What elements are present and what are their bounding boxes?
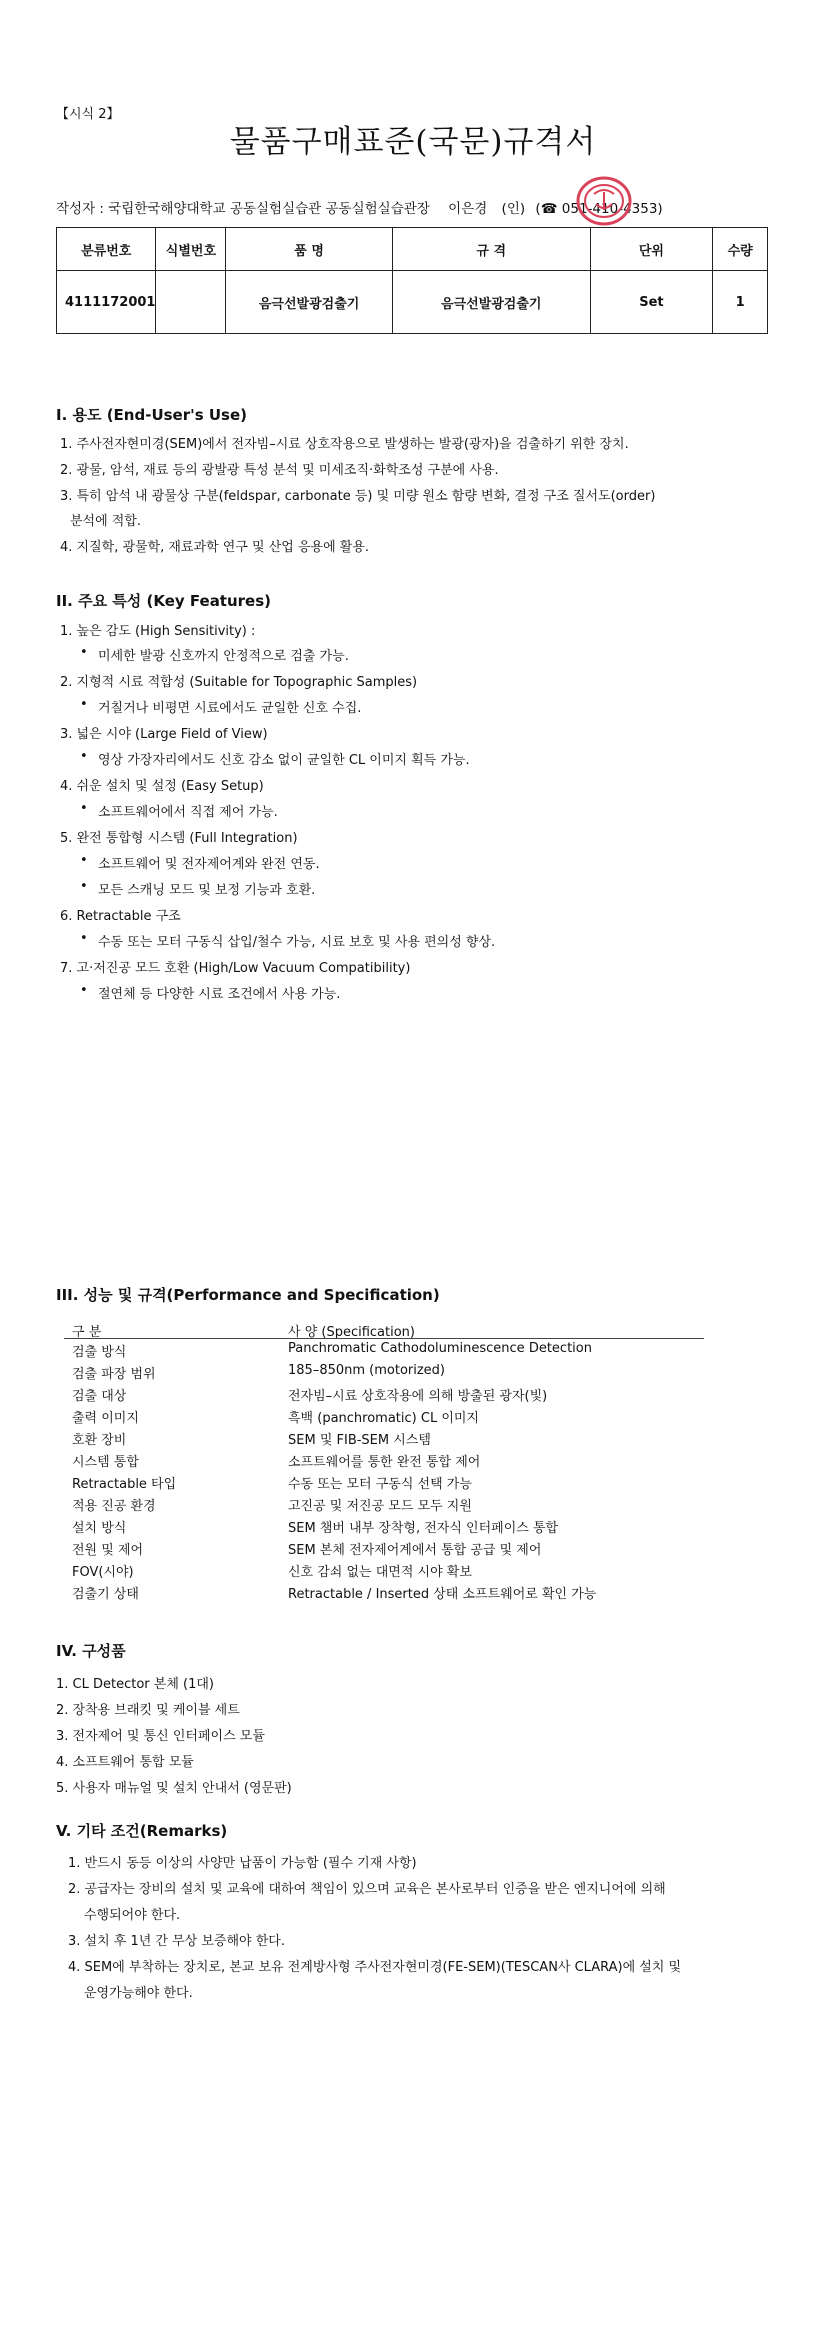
feature-3-detail: • 영상 가장자리에서도 신호 감소 없이 균일한 CL 이미지 획득 가능.	[98, 749, 470, 768]
document-title: 물품구매표준(국문)규격서	[229, 124, 597, 160]
cell-product-name: 음극선발광검출기	[226, 271, 393, 334]
spec-row-label: 시스템 통합	[72, 1455, 139, 1470]
cell-unit: Set	[590, 271, 713, 334]
feature-5-detail-1: • 소프트웨어 및 전자제어계와 완전 연동.	[98, 853, 320, 872]
header-product-name: 품 명	[226, 228, 393, 271]
section2-heading: II. 주요 특성 (Key Features)	[56, 592, 272, 610]
feature-4: 4. 쉬운 설치 및 설정 (Easy Setup)	[60, 779, 264, 794]
component-2: 2. 장착용 브래킷 및 케이블 세트	[56, 1703, 240, 1718]
feature-5: 5. 완전 통합형 시스템 (Full Integration)	[60, 831, 298, 846]
spec-row-value: 흑백 (panchromatic) CL 이미지	[288, 1411, 479, 1426]
feature-4-detail: • 소프트웨어에서 직접 제어 가능.	[98, 801, 278, 820]
feature-1: 1. 높은 감도 (High Sensitivity) :	[60, 624, 256, 639]
product-table	[56, 227, 768, 334]
seal-text: (인)	[501, 201, 526, 217]
spec-row-label: 전원 및 제어	[72, 1543, 144, 1558]
header-specification: 규 격	[392, 228, 590, 271]
header-identification-no: 식별번호	[156, 228, 226, 271]
remark-3: 3. 설치 후 1년 간 무상 보증해야 한다.	[68, 1934, 285, 1949]
spec-row-value: 소프트웨어를 통한 완전 통합 제어	[288, 1455, 481, 1470]
header-quantity: 수량	[713, 228, 768, 271]
section1-item-1: 1. 주사전자현미경(SEM)에서 전자빔–시료 상호작용으로 발생하는 발광(광자)을 검출하기 위한 장치.	[60, 437, 629, 452]
spec-row-value: 신호 감쇠 없는 대면적 시야 확보	[288, 1565, 472, 1580]
spec-row-value: 고진공 및 저진공 모드 모두 지원	[288, 1499, 472, 1514]
feature-6-detail: • 수동 또는 모터 구동식 삽입/철수 가능, 시료 보호 및 사용 편의성 향상.	[98, 931, 495, 950]
spec-row-label: 검출 방식	[72, 1345, 127, 1360]
section1-heading: I. 용도 (End-User's Use)	[56, 406, 248, 424]
remark-2-cont: 수행되어야 한다.	[84, 1908, 181, 1923]
spec-row-value: 185–850nm (motorized)	[288, 1363, 446, 1378]
spec-row-value: SEM 챔버 내부 장착형, 전자식 인터페이스 통합	[288, 1521, 559, 1536]
spec-divider	[64, 1338, 704, 1339]
feature-2-detail: • 거칠거나 비평면 시료에서도 균일한 신호 수집.	[98, 697, 361, 716]
author-name: 이은경	[448, 201, 488, 217]
table-header-row	[57, 228, 768, 271]
table-row	[57, 271, 768, 334]
author-label: 작성자 : 국립한국해양대학교 공동실험실습관 공동실험실습관장	[56, 201, 430, 217]
spec-column-specification: 사 양 (Specification)	[288, 1325, 415, 1340]
form-number-tag: 【시식 2】	[56, 107, 120, 122]
feature-2: 2. 지형적 시료 적합성 (Suitable for Topographic Samples)	[60, 675, 418, 690]
component-4: 4. 소프트웨어 통합 모듈	[56, 1755, 194, 1770]
spec-row-value: 전자빔–시료 상호작용에 의해 방출된 광자(빛)	[288, 1389, 548, 1404]
spec-row-label: 설치 방식	[72, 1521, 127, 1536]
spec-row-label: 호환 장비	[72, 1433, 127, 1448]
spec-row-label: Retractable 타입	[72, 1477, 177, 1492]
section1-item-2: 2. 광물, 암석, 재료 등의 광발광 특성 분석 및 미세조직·화학조성 구분에 사용.	[60, 463, 499, 478]
spec-row-label: 검출 대상	[72, 1389, 127, 1404]
section3-heading: III. 성능 및 규격(Performance and Specification)	[56, 1286, 440, 1304]
feature-3: 3. 넓은 시야 (Large Field of View)	[60, 727, 268, 742]
spec-row-value: Panchromatic Cathodoluminescence Detection	[288, 1341, 592, 1356]
section5-heading: V. 기타 조건(Remarks)	[56, 1822, 228, 1840]
feature-7: 7. 고·저진공 모드 호환 (High/Low Vacuum Compatibility)	[60, 961, 411, 976]
section1-item-4: 4. 지질학, 광물학, 재료과학 연구 및 산업 응용에 활용.	[60, 540, 370, 555]
feature-5-detail-2: • 모든 스캐닝 모드 및 보정 기능과 호환.	[98, 879, 315, 898]
remark-2: 2. 공급자는 장비의 설치 및 교육에 대하여 책임이 있으며 교육은 본사로부터 인증을 받은 엔지니어에 의해	[68, 1882, 666, 1897]
spec-row-value: 수동 또는 모터 구동식 선택 가능	[288, 1477, 472, 1492]
spec-row-label: 검출기 상태	[72, 1587, 139, 1602]
spec-row-label: 검출 파장 범위	[72, 1367, 156, 1382]
spec-row-label: 적용 진공 환경	[72, 1499, 156, 1514]
feature-7-detail: • 절연체 등 다양한 시료 조건에서 사용 가능.	[98, 983, 340, 1002]
header-classification-no: 분류번호	[57, 228, 156, 271]
spec-row-label: 출력 이미지	[72, 1411, 139, 1426]
component-5: 5. 사용자 매뉴얼 및 설치 안내서 (영문판)	[56, 1781, 292, 1796]
author-line	[56, 197, 663, 217]
section4-heading: IV. 구성품	[56, 1642, 126, 1660]
seal-stamp	[574, 174, 634, 228]
header-unit: 단위	[590, 228, 713, 271]
component-3: 3. 전자제어 및 통신 인터페이스 모듈	[56, 1729, 265, 1744]
spec-row-value: SEM 본체 전자제어계에서 통합 공급 및 제어	[288, 1543, 542, 1558]
remark-4-cont: 운영가능해야 한다.	[84, 1986, 193, 2001]
cell-quantity: 1	[713, 271, 768, 334]
cell-classification-no: 4111172001	[57, 271, 156, 334]
phone-number: (☎ 051-410-4353)	[535, 201, 663, 217]
component-1: 1. CL Detector 본체 (1대)	[56, 1677, 214, 1692]
spec-row-label: FOV(시야)	[72, 1565, 134, 1580]
spec-column-category: 구 분	[72, 1325, 102, 1340]
cell-identification-no	[156, 271, 226, 334]
feature-6: 6. Retractable 구조	[60, 909, 181, 924]
remark-4: 4. SEM에 부착하는 장치로, 본교 보유 전계방사형 주사전자현미경(FE-SEM)(TESCAN사 CLARA)에 설치 및	[68, 1960, 682, 1975]
cell-specification: 음극선발광검출기	[392, 271, 590, 334]
spec-row-value: SEM 및 FIB-SEM 시스템	[288, 1433, 431, 1448]
section1-item-3: 3. 특히 암석 내 광물상 구분(feldspar, carbonate 등) 및 미량 원소 함량 변화, 결정 구조 질서도(order)	[60, 489, 656, 504]
feature-1-detail: • 미세한 발광 신호까지 안정적으로 검출 가능.	[98, 645, 349, 664]
spec-row-value: Retractable / Inserted 상태 소프트웨어로 확인 가능	[288, 1587, 597, 1602]
remark-1: 1. 반드시 동등 이상의 사양만 납품이 가능함 (필수 기재 사항)	[68, 1856, 417, 1871]
section1-item-3-cont: 분석에 적합.	[70, 514, 142, 529]
